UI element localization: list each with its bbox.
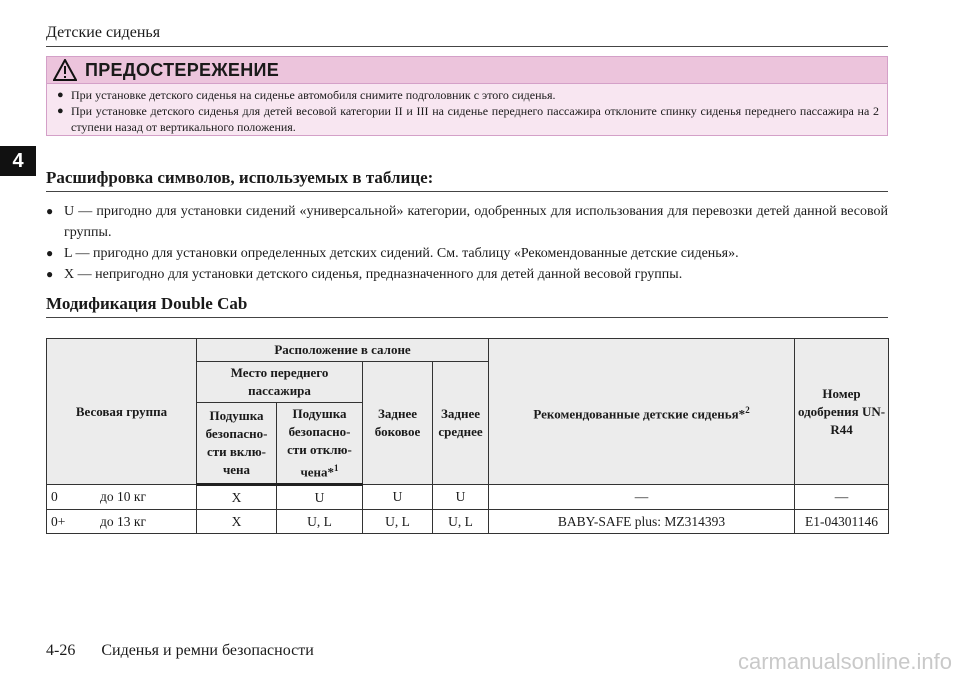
warning-text: При установке детского сиденья на сиденье автомобиля снимите подголовник с этого сиденья.: [71, 88, 556, 102]
section-divider: [46, 191, 888, 192]
header-recommended: Рекомендованные детские сиденья*$^2$: [489, 339, 795, 485]
table-cell: E1-04301146: [795, 510, 889, 534]
section-heading-symbols: Расшифровка символов, используемых в таблице:: [46, 168, 434, 187]
table-cell: U, L: [433, 510, 489, 534]
list-item-text: U — пригодно для установки сидений «универсальной» категории, одобренных для использования для перевозки детей данной весовой группы.: [64, 204, 888, 240]
weight-cell: 0 до 10 кг: [47, 485, 197, 510]
list-item: [46, 201, 888, 243]
header-weight-group: Весовая группа: [47, 339, 197, 485]
header-airbag-on: Подушка безопасно-сти вклю-чена: [197, 403, 277, 485]
section-heading-double-cab: Модификация Double Cab: [46, 294, 248, 313]
table-cell: —: [795, 485, 889, 510]
bullet-icon: ●: [46, 204, 54, 218]
weight-cell: 0+ до 13 кг: [47, 510, 197, 534]
header-approval: Номер одобрения UN-R44: [795, 339, 889, 485]
warning-triangle-icon: [53, 59, 77, 81]
warning-item: [57, 103, 879, 135]
table-cell: BABY-SAFE plus: MZ314393: [489, 510, 795, 534]
header-location: Расположение в салоне: [197, 339, 489, 362]
list-item: [46, 264, 888, 285]
list-item-text: L — пригодно для установки определенных детских сидений. См. таблицу «Рекомендованные детские сиденья».: [64, 246, 739, 261]
list-item: [46, 243, 888, 264]
warning-title: ПРЕДОСТЕРЕЖЕНИЕ: [85, 59, 280, 80]
warning-item: [57, 87, 879, 103]
header-front-passenger: Место переднего пассажира: [197, 362, 363, 403]
child-seat-table: [46, 338, 889, 534]
warning-box: [46, 56, 888, 136]
header-airbag-off: Подушка безопасно-сти отклю-чена*$^1$: [277, 403, 363, 485]
bullet-icon: ●: [46, 246, 54, 260]
table-cell: U: [363, 485, 433, 510]
table-cell: X: [197, 510, 277, 534]
warning-text: При установке детского сиденья для детей весовой категории II и III на сиденье переднего пассажира отклоните спинку сиденья переднего пассажира на 2 ступени назад от вертикального положения.: [71, 104, 879, 134]
table-cell: U: [277, 485, 363, 510]
bullet-icon: ●: [57, 105, 64, 117]
table-cell: U, L: [277, 510, 363, 534]
table-row: [47, 510, 889, 534]
table-cell: X: [197, 485, 277, 510]
table-cell: U, L: [363, 510, 433, 534]
watermark: carmanualsonline.info: [737, 649, 952, 674]
warning-header: [47, 57, 887, 84]
header-rear-side: Заднее боковое: [363, 362, 433, 485]
footer-section-title: Сиденья и ремни безопасности: [101, 642, 314, 659]
chapter-tab: 4: [0, 146, 36, 176]
bullet-icon: ●: [57, 89, 64, 101]
table-row: [47, 485, 889, 510]
table-cell: U: [433, 485, 489, 510]
page-footer: [46, 642, 336, 660]
header-rear-center: Заднее среднее: [433, 362, 489, 485]
table-cell: —: [489, 485, 795, 510]
page-header-title: Детские сиденья: [46, 24, 161, 41]
list-item-text: X — непригодно для установки детского сиденья, предназначенного для детей данной весовой группы.: [64, 267, 683, 282]
header-divider: [46, 46, 888, 47]
symbol-list: [46, 201, 888, 285]
page-number: 4-26: [46, 642, 76, 659]
bullet-icon: ●: [46, 267, 54, 281]
section-divider: [46, 317, 888, 318]
